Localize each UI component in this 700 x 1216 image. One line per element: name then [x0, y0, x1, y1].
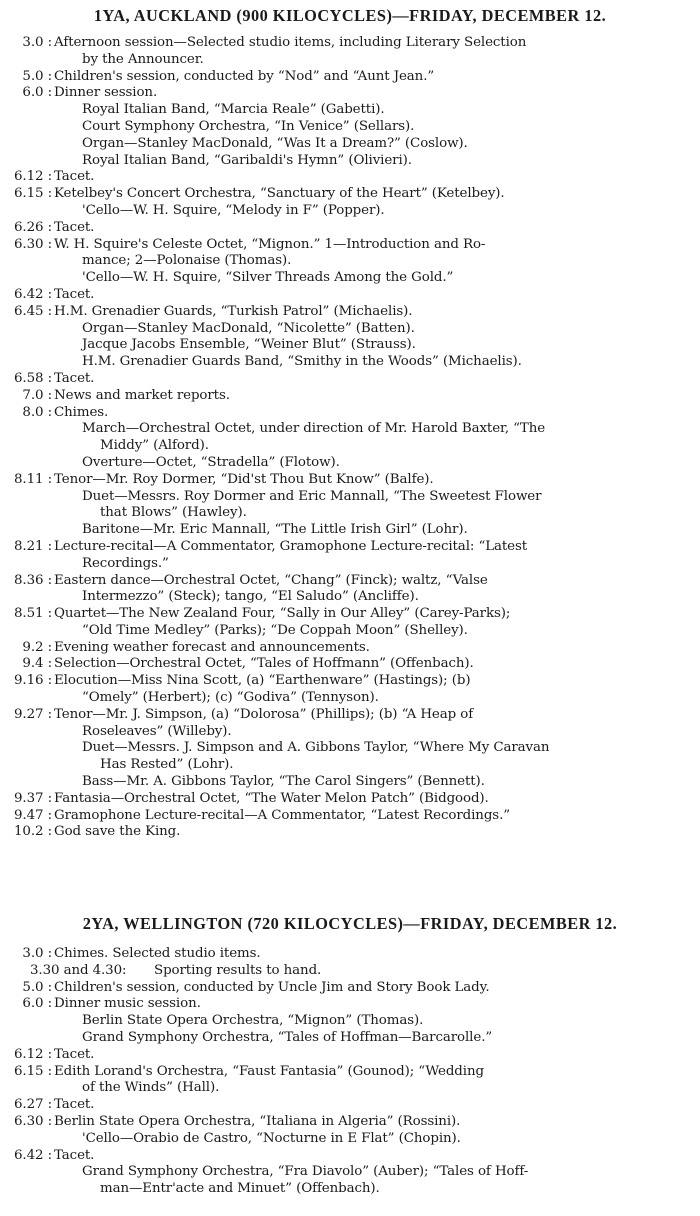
- programme-entry: [0, 1114, 700, 1148]
- entry-time: 5.0 :: [0, 980, 52, 997]
- entry-sub-item: [54, 102, 694, 119]
- entry-text: H.M. Grenadier Guards, “Turkish Patrol” (Michaelis).: [54, 303, 413, 319]
- entry-text: Tacet.: [54, 286, 95, 302]
- entry-text: Children's session, conducted by “Nod” and “Aunt Jean.”: [54, 68, 435, 84]
- programme-entry: [0, 640, 700, 657]
- entry-text: Chimes.: [54, 404, 109, 420]
- programme-entry: [0, 371, 700, 388]
- entry-text: Fantasia—Orchestral Octet, “The Water Melon Patch” (Bidgood).: [54, 790, 489, 806]
- entry-sub-item: [54, 203, 694, 220]
- sub-item-text: Grand Symphony Orchestra, “Tales of Hoffman—Barcarolle.”: [82, 1029, 493, 1045]
- entry-time: 3.0 :: [0, 946, 52, 963]
- entry-sub-item: [54, 1030, 694, 1047]
- sub-item-text: Baritone—Mr. Eric Mannall, “The Little Irish Girl” (Lohr).: [82, 522, 468, 538]
- programme-entry: [0, 1047, 700, 1064]
- programme-entry: [0, 573, 700, 607]
- entry-time: 6.45 :: [0, 304, 52, 321]
- entry-time: 6.12 :: [0, 169, 52, 186]
- sub-item-text: 'Cello—W. H. Squire, “Melody in F” (Popper).: [82, 202, 385, 218]
- sub-item-text: Royal Italian Band, “Marcia Reale” (Gabetti).: [82, 102, 385, 118]
- entry-time: 6.12 :: [0, 1047, 52, 1064]
- entry-text-continuation: “Omely” (Herbert); (c) “Godiva” (Tennyson).: [82, 690, 379, 706]
- entry-time: 5.0 :: [0, 69, 52, 86]
- programme-entry: [0, 791, 700, 808]
- entry-text: Berlin State Opera Orchestra, “Italiana in Algeria” (Rossini).: [54, 1113, 461, 1129]
- sub-item-text-continuation: Middy” (Alford).: [100, 438, 209, 454]
- entry-sub-item: [54, 1013, 694, 1030]
- entry-time: 9.16 :: [0, 673, 52, 690]
- entry-text: Tenor—Mr. Roy Dormer, “Did'st Thou But Know” (Balfe).: [54, 471, 434, 487]
- sub-item-text: Berlin State Opera Orchestra, “Mignon” (Thomas).: [82, 1013, 424, 1029]
- entry-sub-item: [54, 421, 694, 455]
- entry-text: W. H. Squire's Celeste Octet, “Mignon.” 1—Introduction and Ro-: [54, 236, 486, 252]
- entry-text-continuation: mance; 2—Polonaise (Thomas).: [82, 253, 292, 269]
- programme-entry: [0, 35, 700, 69]
- entry-time: 6.30 :: [0, 1114, 52, 1131]
- programme-entry: [0, 1064, 700, 1098]
- sub-item-text: Bass—Mr. A. Gibbons Taylor, “The Carol Singers” (Bennett).: [82, 774, 485, 790]
- entry-sub-item: [54, 337, 694, 354]
- entry-time: 9.2 :: [0, 640, 52, 657]
- section-heading-1ya-auckland: 1YA, AUCKLAND (900 KILOCYCLES)—FRIDAY, DECEMBER 12.: [93, 6, 607, 25]
- entry-text: Eastern dance—Orchestral Octet, “Chang” (Finck); waltz, “Valse: [54, 572, 488, 588]
- entry-time: 6.15 :: [0, 1064, 52, 1081]
- programme-entry: [0, 946, 700, 963]
- sub-item-text: Overture—Octet, “Stradella” (Flotow).: [82, 454, 340, 470]
- entry-sub-item: [54, 270, 694, 287]
- programme-entry: [0, 824, 700, 841]
- sub-item-text: H.M. Grenadier Guards Band, “Smithy in the Woods” (Michaelis).: [82, 354, 522, 370]
- entry-time: 6.42 :: [0, 1148, 52, 1165]
- entry-text: Ketelbey's Concert Orchestra, “Sanctuary of the Heart” (Ketelbey).: [54, 186, 505, 202]
- sub-item-text: Organ—Stanley MacDonald, “Was It a Dream?” (Coslow).: [82, 135, 468, 151]
- programme-entry: [0, 980, 700, 997]
- entry-text: Evening weather forecast and announcements.: [54, 639, 370, 655]
- entry-text: Gramophone Lecture-recital—A Commentator, “Latest Recordings.”: [54, 807, 510, 823]
- sub-item-text: Grand Symphony Orchestra, “Fra Diavolo” (Auber); “Tales of Hoff-: [82, 1164, 529, 1180]
- programme-entry: [0, 304, 700, 371]
- entry-sub-item: [54, 774, 694, 791]
- programme-entry: [0, 69, 700, 86]
- entry-sub-item: [54, 455, 694, 472]
- entry-text-continuation: by the Announcer.: [82, 51, 204, 67]
- entry-time: 6.27 :: [0, 1097, 52, 1114]
- sub-item-text: 'Cello—W. H. Squire, “Silver Threads Among the Gold.”: [82, 270, 454, 286]
- sub-item-text: Organ—Stanley MacDonald, “Nicolette” (Batten).: [82, 320, 415, 336]
- entry-text-continuation: of the Winds” (Hall).: [82, 1080, 220, 1096]
- programme-entry: [0, 539, 700, 573]
- programme-entry: [0, 963, 700, 980]
- entry-time: 9.4 :: [0, 656, 52, 673]
- programme-entry: [0, 405, 700, 472]
- entry-sub-item: [54, 1164, 694, 1198]
- sub-item-text: Duet—Messrs. Roy Dormer and Eric Mannall, “The Sweetest Flower: [82, 488, 542, 504]
- entry-text: Tacet.: [54, 1097, 95, 1113]
- section-heading-2ya-wellington: 2YA, WELLINGTON (720 KILOCYCLES)—FRIDAY, DECEMBER 12.: [82, 914, 618, 933]
- sub-item-text: Royal Italian Band, “Garibaldi's Hymn” (Olivieri).: [82, 152, 412, 168]
- programme-entry: [0, 186, 700, 220]
- entry-sub-item: [54, 321, 694, 338]
- programme-entry: [0, 996, 700, 1046]
- programme-list-2ya: [0, 946, 700, 1198]
- entry-time: 6.26 :: [0, 220, 52, 237]
- entry-time: 3.30 and 4.30 :: [30, 963, 126, 980]
- programme-entry: [0, 1097, 700, 1114]
- entry-text: Tacet.: [54, 169, 95, 185]
- sub-item-text-continuation: man—Entr'acte and Minuet” (Offenbach).: [100, 1181, 380, 1197]
- entry-time: 8.0 :: [0, 405, 52, 422]
- entry-time: 9.37 :: [0, 791, 52, 808]
- entry-sub-item: [54, 740, 694, 774]
- entry-time: 8.11 :: [0, 472, 52, 489]
- programme-entry: [0, 237, 700, 287]
- entry-text: Tacet.: [54, 219, 95, 235]
- entry-text: Lecture-recital—A Commentator, Gramophone Lecture-recital: “Latest: [54, 538, 528, 554]
- entry-sub-item: [54, 1131, 694, 1148]
- entry-text: Tacet.: [54, 1046, 95, 1062]
- programme-entry: [0, 287, 700, 304]
- entry-text: News and market reports.: [54, 387, 230, 403]
- entry-time: 9.47 :: [0, 808, 52, 825]
- entry-text: Selection—Orchestral Octet, “Tales of Hoffmann” (Offenbach).: [54, 656, 474, 672]
- programme-entry: [0, 472, 700, 539]
- entry-text-continuation: Roseleaves” (Willeby).: [82, 723, 232, 739]
- entry-time: 6.58 :: [0, 371, 52, 388]
- programme-entry: [0, 169, 700, 186]
- entry-time: 8.51 :: [0, 606, 52, 623]
- entry-time: 6.0 :: [0, 85, 52, 102]
- entry-text: Elocution—Miss Nina Scott, (a) “Earthenware” (Hastings); (b): [54, 673, 471, 689]
- entry-text: Children's session, conducted by Uncle Jim and Story Book Lady.: [54, 979, 490, 995]
- entry-sub-item: [54, 522, 694, 539]
- sub-item-text: March—Orchestral Octet, under direction of Mr. Harold Baxter, “The: [82, 421, 546, 437]
- programme-list-1ya: [0, 35, 700, 841]
- sub-item-text: 'Cello—Orabio de Castro, “Nocturne in E Flat” (Chopin).: [82, 1130, 461, 1146]
- sub-item-text: Jacque Jacobs Ensemble, “Weiner Blut” (Strauss).: [82, 337, 416, 353]
- entry-text: Sporting results to hand.: [154, 962, 322, 978]
- entry-text: Tacet.: [54, 1147, 95, 1163]
- entry-text: Tenor—Mr. J. Simpson, (a) “Dolorosa” (Phillips); (b) “A Heap of: [54, 706, 474, 722]
- programme-entry: [0, 673, 700, 707]
- entry-text: Tacet.: [54, 370, 95, 386]
- entry-time: 6.0 :: [0, 996, 52, 1013]
- entry-sub-item: [54, 354, 694, 371]
- entry-sub-item: [54, 153, 694, 170]
- programme-entry: [0, 808, 700, 825]
- entry-text-continuation: Recordings.”: [82, 555, 169, 571]
- entry-time: 8.21 :: [0, 539, 52, 556]
- entry-time: 6.15 :: [0, 186, 52, 203]
- entry-time: 7.0 :: [0, 388, 52, 405]
- entry-text: Quartet—The New Zealand Four, “Sally in Our Alley” (Carey-Parks);: [54, 606, 511, 622]
- programme-entry: [0, 220, 700, 237]
- entry-text-continuation: Intermezzo” (Steck); tango, “El Saludo” (Ancliffe).: [82, 589, 419, 605]
- entry-text: God save the King.: [54, 824, 181, 840]
- programme-entry: [0, 1148, 700, 1198]
- entry-text-continuation: “Old Time Medley” (Parks); “De Coppah Moon” (Shelley).: [82, 622, 468, 638]
- sub-item-text: Duet—Messrs. J. Simpson and A. Gibbons Taylor, “Where My Caravan: [82, 740, 550, 756]
- entry-time: 6.42 :: [0, 287, 52, 304]
- entry-text: Edith Lorand's Orchestra, “Faust Fantasia” (Gounod); “Wedding: [54, 1063, 484, 1079]
- entry-text: Dinner music session.: [54, 996, 201, 1012]
- entry-sub-item: [54, 136, 694, 153]
- entry-text: Afternoon session—Selected studio items, including Literary Selection: [54, 35, 527, 50]
- sub-item-text-continuation: Has Rested” (Lohr).: [100, 757, 234, 773]
- entry-time: 3.0 :: [0, 35, 52, 52]
- entry-sub-item: [54, 119, 694, 136]
- programme-entry: [0, 85, 700, 169]
- programme-entry: [0, 606, 700, 640]
- sub-item-text-continuation: that Blows” (Hawley).: [100, 505, 247, 521]
- entry-time: 9.27 :: [0, 707, 52, 724]
- entry-text: Dinner session.: [54, 85, 158, 101]
- entry-time: 8.36 :: [0, 573, 52, 590]
- entry-text: Chimes. Selected studio items.: [54, 946, 261, 961]
- sub-item-text: Court Symphony Orchestra, “In Venice” (Sellars).: [82, 118, 415, 134]
- entry-sub-item: [54, 489, 694, 523]
- programme-entry: [0, 656, 700, 673]
- programme-entry: [0, 707, 700, 791]
- programme-entry: [0, 388, 700, 405]
- entry-time: 10.2 :: [0, 824, 52, 841]
- entry-time: 6.30 :: [0, 237, 52, 254]
